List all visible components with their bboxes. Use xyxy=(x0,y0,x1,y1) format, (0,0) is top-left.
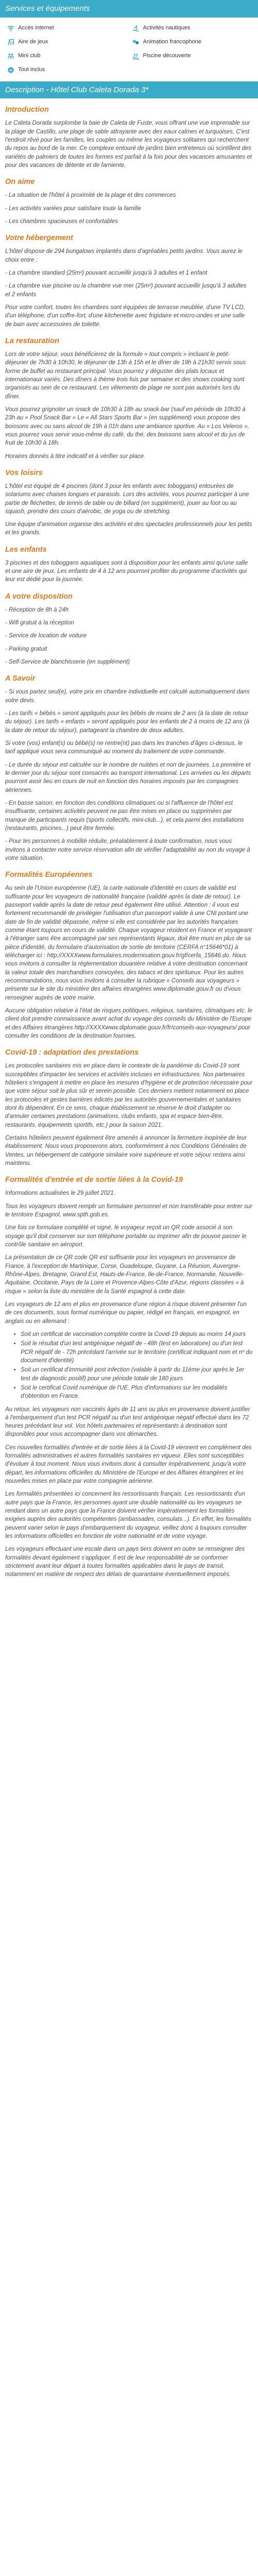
section-paragraph: - Service de location de voiture xyxy=(5,633,87,639)
section-heading: Formalités d'entrée et de sortie liées à la Covid-19 xyxy=(5,1176,183,1184)
service-label: Aire de jeux xyxy=(18,38,49,45)
bullet-item: • Soit un certificat de vaccination complète contre la Covid-19 depuis au moins 14 jours xyxy=(21,1330,253,1338)
playground-icon xyxy=(7,39,14,46)
section-heading: Formalités Européennes xyxy=(5,871,93,879)
section-paragraph: Pour votre confort, toutes les chambres sont équipées de terrasse meublée, d'une TV LCD, d'un téléphone, d'un coffre-fort, d'une kitchenette avec frigidaire et micro-ondes et une salle de bain avec accessoires de toilette. xyxy=(5,304,245,328)
section-paragraph: Tous les voyageurs doivent remplir un formulaire personnel et non transférable pour entrer sur le territoire Espagnol, www.spth.gob.es. xyxy=(5,1203,252,1218)
services-title: Services et équipements xyxy=(0,0,258,18)
kids-club-icon xyxy=(7,53,14,60)
service-label: Activités nautiques xyxy=(143,24,190,31)
section-heading: Covid-19 : adaptation des prestations xyxy=(5,1048,139,1057)
section-paragraph: L'hôtel dispose de 294 bungalows implantés dans d'agréables petits jardins. Vous aurez le choix entre : xyxy=(5,248,243,263)
bullet-list xyxy=(21,1330,253,1401)
service-label: Tout inclus xyxy=(18,66,45,73)
description-title: Description - Hôtel Club Caleta Dorada 3* xyxy=(0,81,258,99)
section-paragraph: Au retour, les voyageurs non vaccinés âgés de 11 ans ou plus en provenance doivent justifier à l'embarquement d'un test PCR négatif ou d'un test antigénique négatif effectué dans les 72 heures précédant leur vol. Vos hôtels partenaires et représentants à destination sont disponibles pour vous accompagner dans vos démarches. xyxy=(5,1406,250,1438)
svg-text:AI: AI xyxy=(9,69,13,73)
section-paragraph: Les protocoles sanitaires mis en place dans le contexte de la pandémie du Covid-19 sont susceptibles d'impacter les services et activités incluses en infrastructures. Nos partenaires hôteliers s'engagent à mettre en place les mesures d'hygiène et de protection nécessaire pour que votre séjour soit le plus sûr et serein possible. Ces derniers mettent notamment en place les protocoles et gestes barrières édictés par les autorités gouvernementales et sanitaires dont ils dépendent. En ce sens, chaque établissement se réserve le droit d'adapter ou d'annuler certaines prestations (animations, clubs enfants, spa et espace bien-être, restaurants, équipements sportifs, etc.) pour la saison 2021. xyxy=(5,1063,253,1128)
section-paragraph: - La situation de l'hôtel à proximité de la plage et des commerces xyxy=(5,192,176,199)
service-item-internet xyxy=(7,24,127,32)
service-item-nautique xyxy=(132,24,252,32)
section-paragraph: Certains hôteliers peuvent également être amenés à annoncer la fermeture inopinée de leur établissement. Nous vous proposerons alors, conformément à nos Conditions Générales de Ventes, un hébergement de catégorie similaire voire supérieure et votre séjour restera ainsi maintenu. xyxy=(5,1134,247,1166)
section-heading: On aime xyxy=(5,178,35,187)
section-heading: Introduction xyxy=(5,106,49,114)
bullet-item: • Soit le résultat d'un test antigénique négatif de - 48h (test en laboratoire) ou d'un test PCR négatif de - 72h précédant l'arrivée sur le territoire (certificat indiquant nom et nº du document d'identité) xyxy=(21,1340,253,1365)
section-paragraph: - Self-Service de blanchisserie (en supplément) xyxy=(5,659,130,666)
section-paragraph: Informations actualisées le 29 juillet 2021. xyxy=(5,1190,116,1197)
section-paragraph: - Wifi gratuit à la réception xyxy=(5,620,74,626)
section-paragraph: 3 piscines et des toboggans aquatiques sont à disposition pour les enfants ainsi qu'une salle et une aire de jeux. Les enfants de 4 à 12 ans pourront profiter du programme d'activités qui leur est dédié pour la journée. xyxy=(5,560,248,583)
section-heading: A votre disposition xyxy=(5,592,73,601)
section-paragraph: Au sein de l'Union européenne (UE), la carte nationale d'identité en cours de validité est suffisante pour les voyageurs de nationalité française (validité après la date de retour). Le passeport valide après la date de retour peut également être utilisé. Attention : il vous est fortement recommandé de privilégier l'utilisation d'un passeport valide à une CNI portant une date de fin de validité dépassée, même si elle est considérée par les autorités françaises comme étant toujours en cours de validité. Chaque voyageur résident en France et voyageant à l'étranger sans être accompagné par ses représentants légaux, doit être muni en plus de sa pièce d'identité, du formulaire d'autorisation de sortie de territoire (CERFA n°15646*01) à télécharger ici : http://XXXXwww.formulaires.modernisation.gouv.fr/gf/cerfa_15646.do. Nous vous invitons à consulter la réglementation douanière relative à votre destination concernant la valeur totale des marchandises convoyées, des tabacs et des spiritueux. Pour les autres recommandations, nous vous invitons à consulter la rubrique « Conseils aux voyageurs » présente sur le site du ministère des affaires étrangères www.diplomatie.gouv.fr ou d'vous renseigner auprès de votre mairie. xyxy=(5,885,252,1001)
section-paragraph: Vous pourrez grignoter un snack de 10h30 à 18h au snack-bar (sauf en période de 10h30 à 23h au « Pool Snack Bar » Le « All Stars Sports Bar » (en supplément) vous propose des boissons avec ou sans alcool de 19h à 01h dans une ambiance sportive. Au « Los Veleros », vous pourrez vous servir vous-même du café, du thé, des boissons sans alcool et du jus de fruit de 10h30 à 18h. xyxy=(5,406,249,447)
section-paragraph: Le Caleta Dorada surplombe la baie de Caleta de Fuste, vous offrant une vue imprenable sur la plage de Castillo, une plage de sable attrayante avec des eaux calmes et turquoises. C'est l'endroit rêvé pour les familles, les couples ou même les voyageurs solitaires qui recherchent du repos au bord de la mer. Ce complexe entouré de jardins bien entretenus où scintillent des variétés de palmiers de toutes les formes est parfait à la fois pour des vacances amusantes et pour des vacances de détente et de farniente. xyxy=(5,120,252,168)
section-heading: Votre hébergement xyxy=(5,234,73,243)
section-paragraph: - La chambre standard (25m²) pouvant accueillir jusqu'à 3 adultes et 1 enfant xyxy=(5,269,207,276)
section-heading: Les enfants xyxy=(5,545,47,554)
service-item-piscine xyxy=(132,52,252,60)
section-paragraph: La présentation de ce QR code QR est suffisante pour les voyageurs en provenance de France, à l'exception de Martinique, Corse, Guadeloupe, Guyane, La Réunion, Auvergne-Rhône-Alpes, Bretagne, Grand Est, Hauts-de-France, Ile-de-France, Normandie, Nouvelle-Aquitaine, Occitanie, Pays de la Loire et Provence-Alpes-Côte d'Azur, régions classées « à risque » selon la liste du ministère de la Santé espagnol à cette date. xyxy=(5,1255,244,1295)
services-list xyxy=(0,18,258,81)
service-label: Animation francophone xyxy=(143,38,202,45)
section-paragraph: - Parking gratuit xyxy=(5,646,47,652)
section-paragraph: - Le durée du séjour est calculée sur le nombre de nuitées et non de journées. La première et le dernier jour du séjour sont consacrés au transport international. Les arrivées ou les départs pourront avoir lieu en cours de nuit en fonction des horaires imposés par les compagnies aériennes. xyxy=(5,761,251,793)
animation-icon xyxy=(132,39,139,46)
section-paragraph: - Si vous partez seul(e), votre prix en chambre individuelle est calculé automatiquement dans votre devis. xyxy=(5,689,250,704)
wifi-icon xyxy=(7,25,14,32)
description-content xyxy=(0,98,258,1588)
surf-icon xyxy=(132,25,139,32)
section-paragraph: - Les activités variées pour satisfaire toute la famille xyxy=(5,205,141,212)
section-heading: Vos loisirs xyxy=(5,468,43,477)
service-label: Mini club xyxy=(18,52,41,59)
section-paragraph: - La chambre vue piscine ou la chambre vue mer (25m²) pouvant accueillir jusqu'à 3 adultes et 2 enfants xyxy=(5,283,247,298)
section-paragraph: Horaires donnés à titre indicatif et à vérifier sur place. xyxy=(5,453,146,460)
section-paragraph: - Les chambres spacieuses et confortables xyxy=(5,218,118,225)
section-paragraph: Une équipe d'animation organise des activités et des spectacles professionnels pour les petits et les grands. xyxy=(5,521,252,536)
section-paragraph: - Réception de 8h à 24h xyxy=(5,606,69,613)
section-paragraph: - En basse saison, en fonction des conditions climatiques ou si l'affluence de l'hôtel est insuffisante, certaines activités peuvent ne pas être mises en place ou supprimées par manque de participants requis (sports collectifs, mini-club...), et cela parmi des installations (restaurants, piscines...) peut être fermée. xyxy=(5,800,244,832)
section-paragraph: Une fois ce formulaire complété et signé, le voyageur reçoit un QR code associé à son voyage qu'il doit conserver sur son téléphone portable ou imprimer afin de pouvoir passer le contrôle sanitaire en aéroport. xyxy=(5,1225,247,1248)
section-paragraph: Lors de votre séjour, vous bénéficierez de la formule « tout compris » incluant le petit-déjeuner de 7h30 à 10h30, le déjeuner de 13h à 15h et le dîner de 19h à 21h30 servis sous forme de buffet au restaurant principal. Vous pourrez y déguster des plats locaux et internationaux variés. Des dîners à thème trois fois par semaine et des shows cooking sont organisés au sein de ce restaurant. Les vêtements de plage ne sont pas autorisés lors du dîner. xyxy=(5,351,246,400)
section-paragraph: Ces nouvelles formalités d'entrée et de sortie liées à la Covid-19 viennent en complément des formalités administratives et autres formalités sanitaires en vigueur. Elles sont susceptibles d'évoluer à tout moment. Nous vous invitons donc à consulter impérativement, jusqu'à votre départ, les informations officielles du Ministère de l'Europe et des Affaires étrangères et les nouvelles mises en place par votre compagnie aérienne. xyxy=(5,1444,252,1485)
section-paragraph: Les formalités présentées ici concernent les ressortissants français. Les ressortissants d'un autre pays que la France, les personnes ayant une double nationalité ou les voyageurs se rendant dans un autre pays que la France doivent vérifier impérativement les formalités exigées auprès des autorités compétentes (ambassades, consulats...). En effet, les formalités peuvent varier selon le pays d'embarquement du voyageur, veillez donc à toujours consulter les informations officielles en fonction de votre nationalité et de votre voyage. xyxy=(5,1491,251,1540)
section-heading: La restauration xyxy=(5,336,59,345)
service-label: Accès internet xyxy=(18,24,54,31)
service-item-mini-club xyxy=(7,52,127,60)
section-paragraph: Les voyageurs de 12 ans et plus en provenance d'une région à risque doivent présenter l'un de ces documents, sous format numérique ou papier, rédigé en français, en espagnol, en anglais ou en allemand : xyxy=(5,1301,247,1325)
service-item-aire-de-jeux xyxy=(7,38,127,46)
service-item-tout-inclus xyxy=(7,66,127,74)
bullet-item: • Soit le certificat Covid numérique de l'UE. Plus d'informations sur les modalités d'obtention en France. xyxy=(21,1384,253,1401)
section-heading: A Savoir xyxy=(5,674,36,683)
service-label: Piscine découverte xyxy=(143,52,191,59)
all-inclusive-icon xyxy=(7,66,14,74)
section-paragraph: Aucune obligation relative à l'état de risques politiques, religieux, sanitaires, climatiques etc. le client doit prendre connaissance avant achat du voyage des conseils du Ministère de l'Europe et des Affaires étrangères http://XXXXwww.diplomatie.gouv.fr/fr/conseils-aux-voyageurs/ pour consulter les conditions de la destination fournies. xyxy=(5,1008,253,1039)
section-paragraph: - Les tarifs « bébés » seront appliqués pour les bébés de moins de 2 ans (à la date de retour du séjour). Les tarifs « enfants » seront appliqués pour les enfants de 2 à moins de 12 ans (à la date de retour du séjour), partageant la chambre de deux adultes. xyxy=(5,710,250,734)
bullet-item: • Soit un certificat d'immunité post infection (valable à partir du 11ème jour après le 1er test de diagnostic positif) pour une période totale de 180 jours xyxy=(21,1366,253,1383)
section-paragraph: Les voyageurs effectuant une escale dans un pays tiers doivent en outre se renseigner des formalités devant également s'appliquer. Il est de leur responsabilité de se conformer strictement avant leur départ à toutes formalités applicables dans le pays de transit, notamment en matière de respect des délais de quarantaine éventuellement imposés. xyxy=(5,1546,245,1578)
section-paragraph: Si votre (vos) enfant(s) ou bébé(s) ne rentre(nt) pas dans les tranches d'âges ci-dessus, le tarif appliqué vous sera communiqué au moment du traitement de votre commande. xyxy=(5,740,243,755)
pool-icon xyxy=(132,53,139,60)
service-item-animation xyxy=(132,38,252,46)
section-paragraph: - Pour les personnes à mobilité réduite, préalablement à toute confirmation, nous vous invitons à contacter notre service réservation afin de vérifier l'adaptabilité au non du voyage à votre situation. xyxy=(5,838,250,862)
section-paragraph: L'hôtel est équipé de 4 piscines (dont 3 pour les enfants avec toboggans) entourées de solariums avec chaises longues et parasols. Lors des activités, vous pourrez participer à une partie de fléchettes, de tennis de table ou de billard (en supplément), jouer au foot ou au squash, prendre des cours d'aérobic, de yoga ou de stretching. xyxy=(5,483,249,515)
